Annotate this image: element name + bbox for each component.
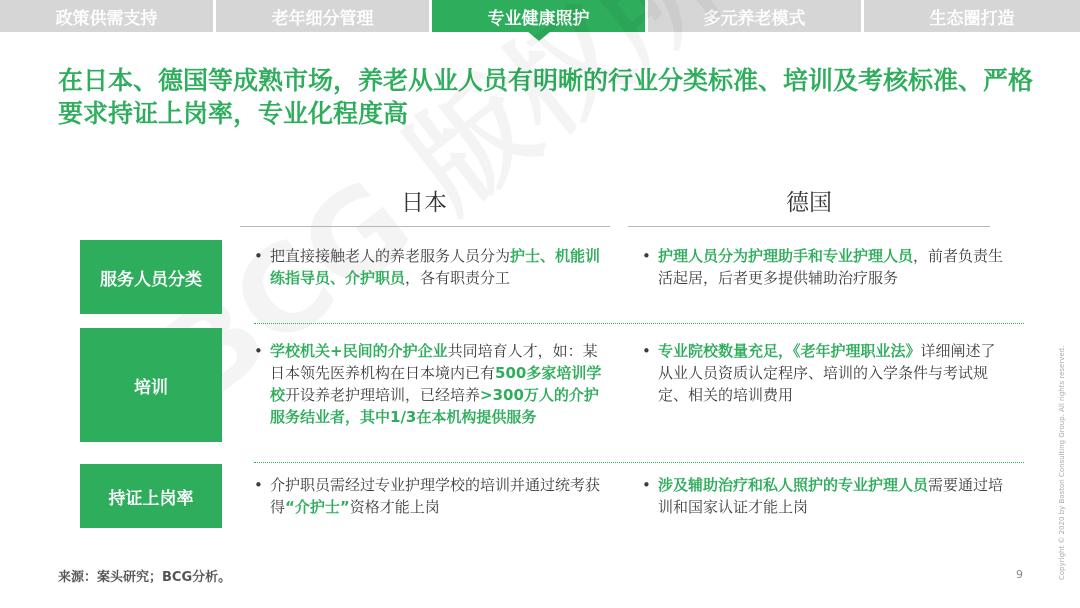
column-header-japan: 日本 xyxy=(401,190,447,216)
row-separator xyxy=(254,462,1024,463)
column-header-germany: 德国 xyxy=(786,190,832,216)
highlight-text: “介护士” xyxy=(285,498,350,516)
tab-label: 专业健康照护 xyxy=(487,8,590,29)
copyright-notice: Copyright © 2020 by Boston Consulting Group. All rights reserved. xyxy=(1058,345,1066,580)
cell-japan-classification xyxy=(252,245,604,289)
bullet-icon: • xyxy=(642,247,651,265)
row-label-training: 培训 xyxy=(80,328,222,442)
page-number: 9 xyxy=(1016,568,1023,581)
highlight-text: 护理人员分为护理助手和专业护理人员 xyxy=(658,247,914,265)
row-label-staff-classification: 服务人员分类 xyxy=(80,240,222,314)
highlight-text: 护士、机能训练指导员、介护职员 xyxy=(270,247,601,287)
tab-policy-support[interactable] xyxy=(0,0,213,32)
body-text: 详细阐述了从业人员资质认定程序、培训的入学条件与考试规定、相关的培训费用 xyxy=(658,342,996,404)
tab-label: 多元养老模式 xyxy=(703,8,806,29)
highlight-text: 500多家培训学校 xyxy=(270,364,602,404)
bullet-icon: • xyxy=(642,476,651,494)
tab-professional-care[interactable] xyxy=(432,0,645,32)
body-text: 共同培育人才，如：某日本领先医养机构在日本境内已有 xyxy=(270,342,598,382)
highlight-text: 学校机关+民间的介护企业 xyxy=(270,342,448,360)
slide-headline: 在日本、德国等成熟市场，养老从业人员有明晰的行业分类标准、培训及考核标准、严格要求持证上岗率，专业化程度高 xyxy=(58,66,1034,128)
body-text: 开设养老护理培训，已经培养 xyxy=(285,386,481,404)
cell-germany-training xyxy=(640,340,1010,406)
bullet-icon: • xyxy=(254,247,263,265)
source-note: 来源：案头研究；BCG分析。 xyxy=(58,570,232,585)
highlight-text: 涉及辅助治疗和私人照护的专业护理人员 xyxy=(658,476,929,494)
tab-label: 生态圈打造 xyxy=(929,8,1015,29)
body-text: 把直接接触老人的养老服务人员分为 xyxy=(270,247,511,265)
highlight-text: 专业院校数量充足，《老年护理职业法》 xyxy=(658,342,921,360)
cell-japan-certification xyxy=(252,474,604,518)
active-tab-pointer xyxy=(527,31,551,41)
cell-germany-classification xyxy=(640,245,1010,289)
bullet-icon: • xyxy=(254,342,263,360)
row-separator xyxy=(254,323,1024,324)
bullet-icon: • xyxy=(642,342,651,360)
tab-label: 政策供需支持 xyxy=(55,8,158,29)
body-text: 需要通过培训和国家认证才能上岗 xyxy=(658,476,1004,516)
bullet-icon: • xyxy=(254,476,263,494)
column-divider xyxy=(240,226,610,227)
tab-ecosystem[interactable] xyxy=(864,0,1080,32)
body-text: ，各有职责分工 xyxy=(405,269,511,287)
tab-diverse-models[interactable] xyxy=(648,0,861,32)
body-text: 介护职员需经过专业护理学校的培训并通过统考获得 xyxy=(270,476,601,516)
row-label-certification: 持证上岗率 xyxy=(80,464,222,528)
cell-germany-certification xyxy=(640,474,1010,518)
body-text: ，前者负责生活起居，后者更多提供辅助治疗服务 xyxy=(658,247,1004,287)
tab-senior-segmentation[interactable] xyxy=(216,0,429,32)
highlight-text: >300万人的介护服务结业者，其中1/3在本机构提供服务 xyxy=(270,386,599,426)
column-divider xyxy=(628,226,990,227)
section-tabs xyxy=(0,0,1080,36)
cell-japan-training xyxy=(252,340,604,428)
body-text: 资格才能上岗 xyxy=(349,498,440,516)
tab-label: 老年细分管理 xyxy=(271,8,374,29)
